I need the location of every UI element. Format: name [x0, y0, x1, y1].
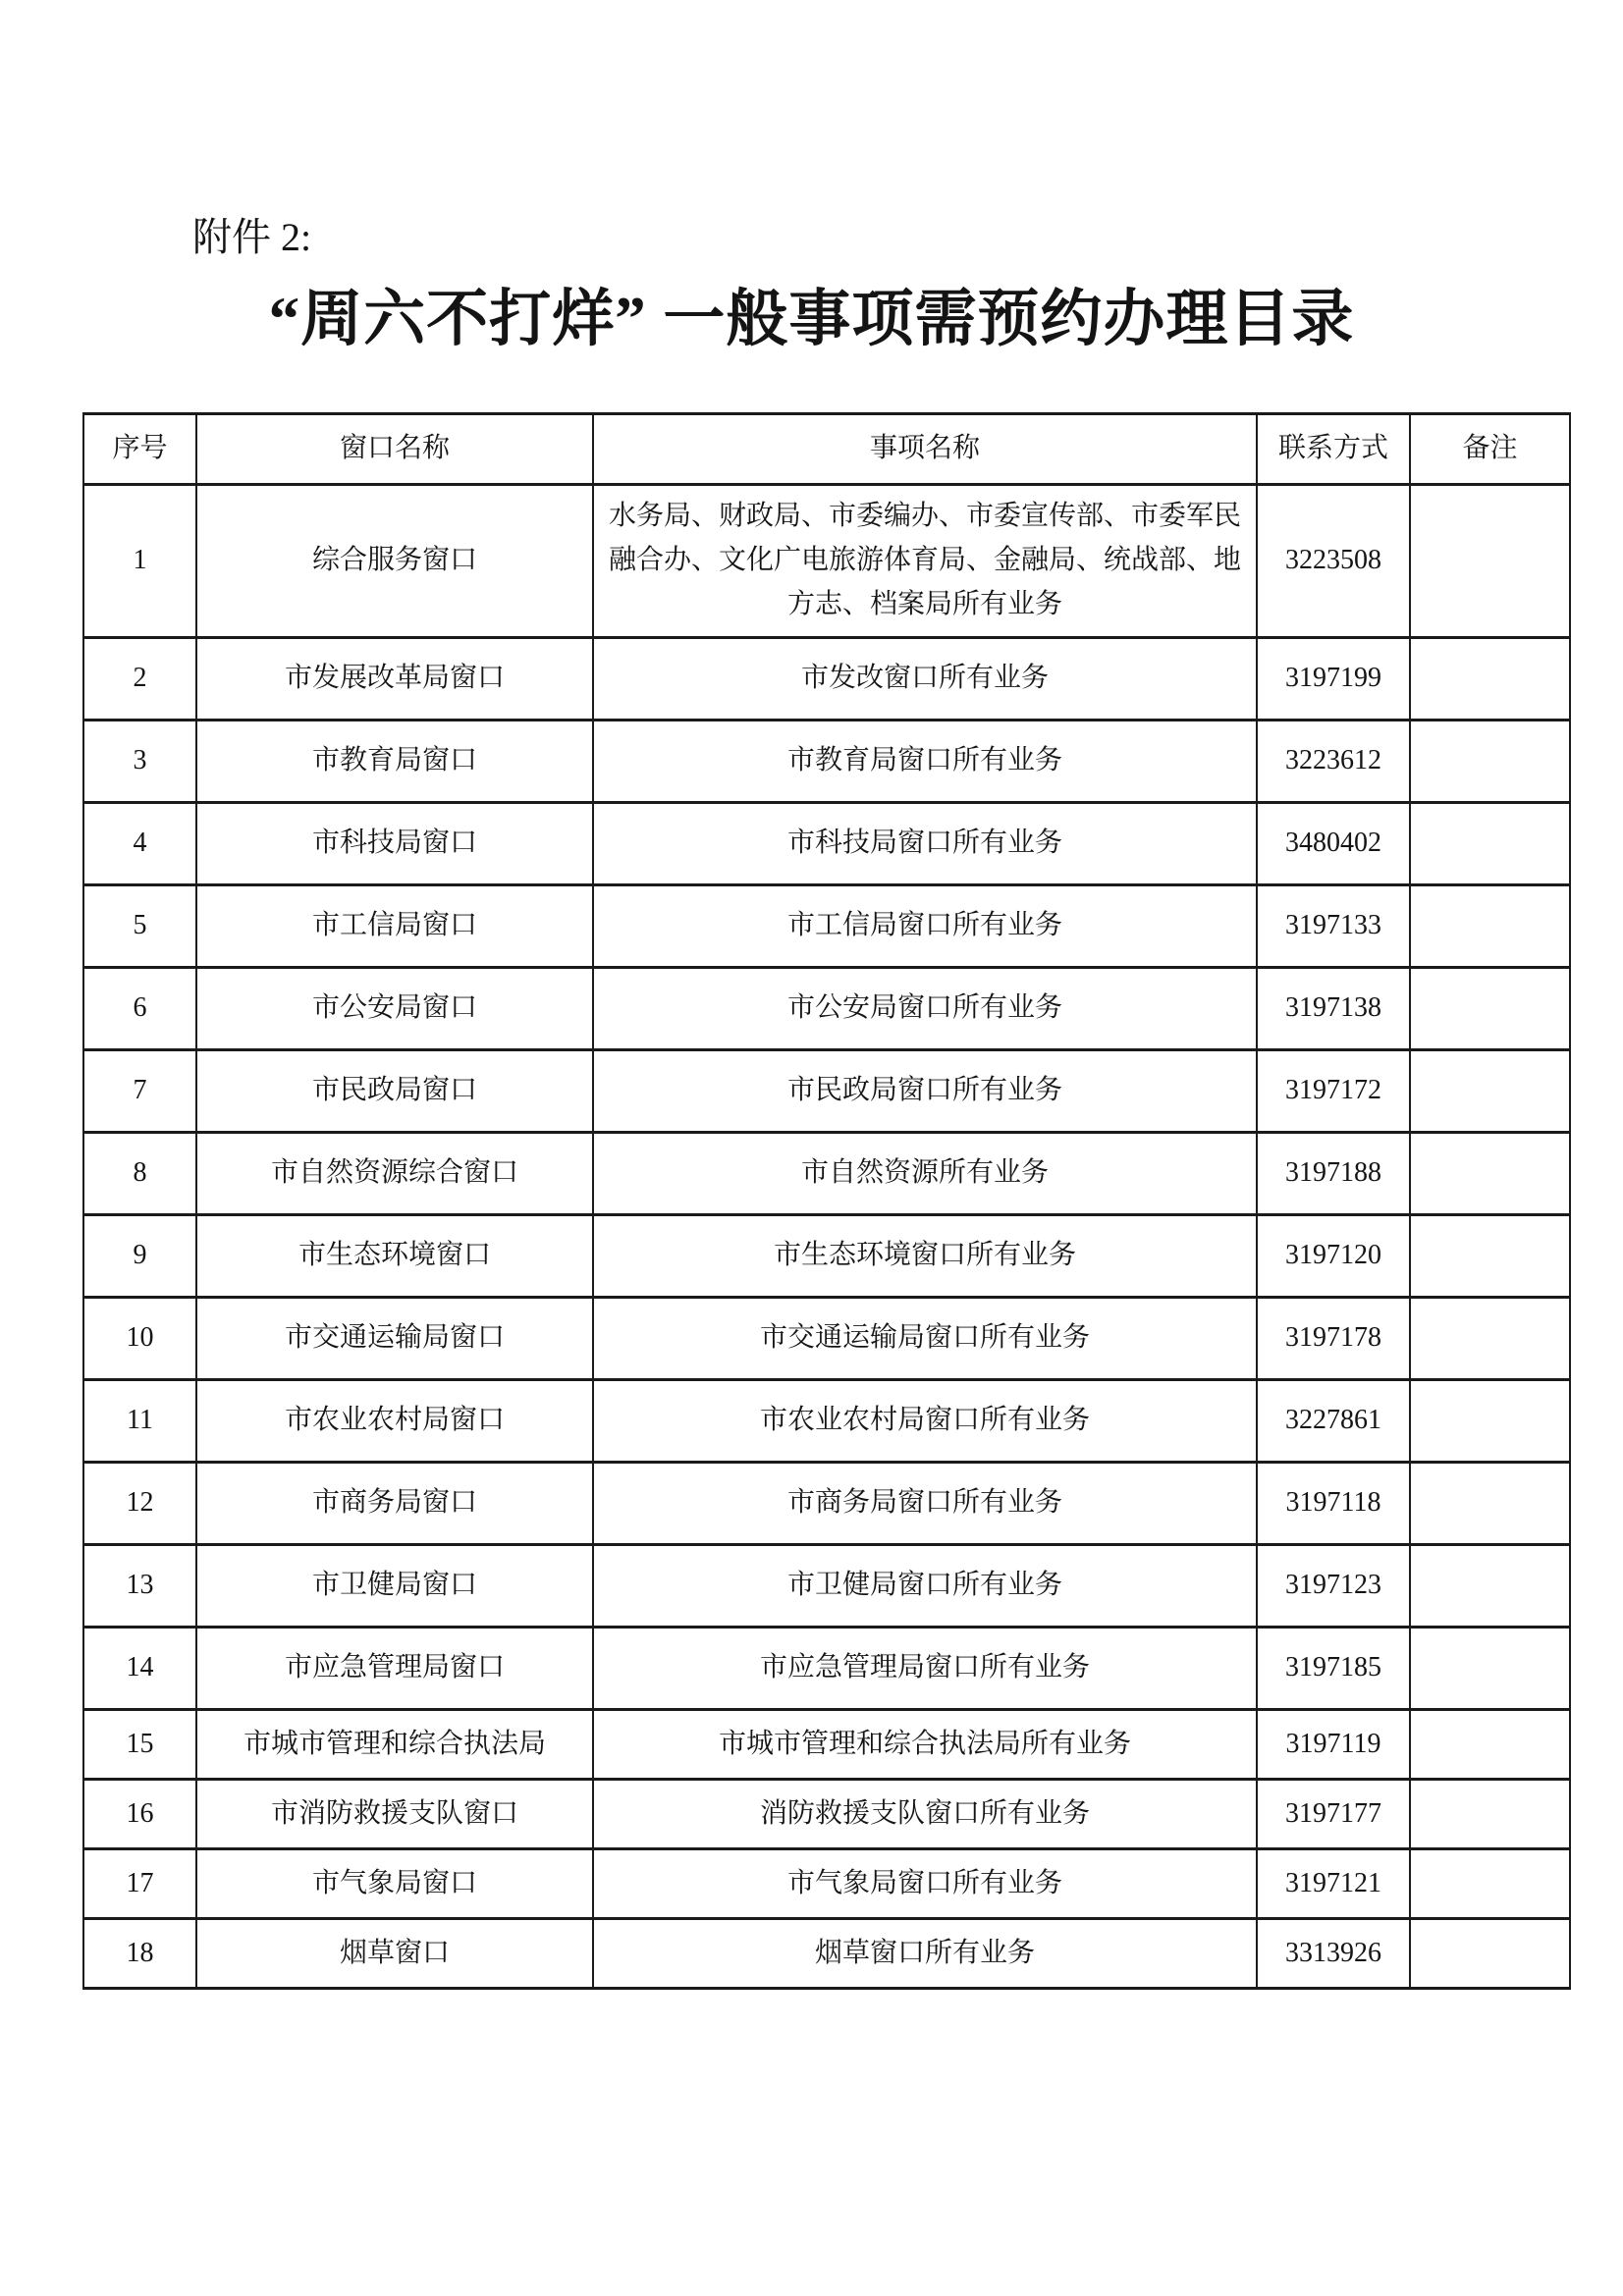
table-row — [83, 1849, 1570, 1919]
column-header-contact: 联系方式 — [1257, 414, 1410, 485]
table-body — [83, 485, 1570, 1989]
cell-contact: 3197138 — [1257, 968, 1410, 1050]
cell-remark — [1410, 1849, 1570, 1919]
table-header-row — [83, 414, 1570, 485]
cell-window: 烟草窗口 — [196, 1919, 593, 1989]
cell-contact: 3223612 — [1257, 721, 1410, 803]
cell-contact: 3223508 — [1257, 485, 1410, 638]
table-row — [83, 1919, 1570, 1989]
table-row — [83, 885, 1570, 968]
cell-no: 7 — [83, 1050, 196, 1133]
cell-no: 15 — [83, 1710, 196, 1780]
cell-remark — [1410, 1380, 1570, 1463]
cell-remark — [1410, 1298, 1570, 1380]
cell-remark — [1410, 1545, 1570, 1628]
cell-item: 市应急管理局窗口所有业务 — [593, 1628, 1257, 1710]
table-row — [83, 1463, 1570, 1545]
cell-item: 市科技局窗口所有业务 — [593, 803, 1257, 885]
cell-contact: 3197177 — [1257, 1780, 1410, 1849]
cell-window: 市民政局窗口 — [196, 1050, 593, 1133]
table-row — [83, 968, 1570, 1050]
cell-item: 市民政局窗口所有业务 — [593, 1050, 1257, 1133]
cell-contact: 3313926 — [1257, 1919, 1410, 1989]
cell-window: 市农业农村局窗口 — [196, 1380, 593, 1463]
cell-no: 5 — [83, 885, 196, 968]
cell-remark — [1410, 721, 1570, 803]
cell-contact: 3197118 — [1257, 1463, 1410, 1545]
cell-window: 市卫健局窗口 — [196, 1545, 593, 1628]
table-row — [83, 485, 1570, 638]
cell-remark — [1410, 1050, 1570, 1133]
cell-no: 3 — [83, 721, 196, 803]
cell-remark — [1410, 1710, 1570, 1780]
cell-item: 水务局、财政局、市委编办、市委宣传部、市委军民融合办、文化广电旅游体育局、金融局、统战部、地方志、档案局所有业务 — [593, 485, 1257, 638]
cell-remark — [1410, 1628, 1570, 1710]
cell-contact: 3197178 — [1257, 1298, 1410, 1380]
cell-window: 市应急管理局窗口 — [196, 1628, 593, 1710]
cell-window: 综合服务窗口 — [196, 485, 593, 638]
cell-remark — [1410, 638, 1570, 721]
column-header-remark: 备注 — [1410, 414, 1570, 485]
catalog-table — [82, 412, 1571, 1990]
cell-no: 4 — [83, 803, 196, 885]
table-row — [83, 1545, 1570, 1628]
cell-contact: 3197185 — [1257, 1628, 1410, 1710]
attachment-label: 附件 2: — [192, 215, 312, 259]
table-row — [83, 1133, 1570, 1215]
cell-remark — [1410, 485, 1570, 638]
cell-item: 市卫健局窗口所有业务 — [593, 1545, 1257, 1628]
table-row — [83, 803, 1570, 885]
cell-contact: 3197188 — [1257, 1133, 1410, 1215]
cell-no: 12 — [83, 1463, 196, 1545]
cell-contact: 3197123 — [1257, 1545, 1410, 1628]
cell-remark — [1410, 1215, 1570, 1298]
column-header-no: 序号 — [83, 414, 196, 485]
cell-no: 2 — [83, 638, 196, 721]
cell-item: 市教育局窗口所有业务 — [593, 721, 1257, 803]
table-row — [83, 638, 1570, 721]
table-row — [83, 721, 1570, 803]
cell-window: 市城市管理和综合执法局 — [196, 1710, 593, 1780]
cell-item: 市气象局窗口所有业务 — [593, 1849, 1257, 1919]
column-header-item: 事项名称 — [593, 414, 1257, 485]
table-row — [83, 1215, 1570, 1298]
cell-window: 市公安局窗口 — [196, 968, 593, 1050]
table-row — [83, 1628, 1570, 1710]
column-header-window: 窗口名称 — [196, 414, 593, 485]
cell-contact: 3197172 — [1257, 1050, 1410, 1133]
cell-item: 市交通运输局窗口所有业务 — [593, 1298, 1257, 1380]
table-row — [83, 1780, 1570, 1849]
cell-no: 18 — [83, 1919, 196, 1989]
cell-no: 11 — [83, 1380, 196, 1463]
cell-contact: 3197133 — [1257, 885, 1410, 968]
cell-item: 市自然资源所有业务 — [593, 1133, 1257, 1215]
cell-remark — [1410, 1463, 1570, 1545]
cell-item: 市发改窗口所有业务 — [593, 638, 1257, 721]
cell-window: 市商务局窗口 — [196, 1463, 593, 1545]
cell-no: 13 — [83, 1545, 196, 1628]
cell-window: 市科技局窗口 — [196, 803, 593, 885]
cell-contact: 3197119 — [1257, 1710, 1410, 1780]
cell-no: 14 — [83, 1628, 196, 1710]
cell-item: 市生态环境窗口所有业务 — [593, 1215, 1257, 1298]
table-row — [83, 1298, 1570, 1380]
cell-remark — [1410, 1780, 1570, 1849]
cell-contact: 3197120 — [1257, 1215, 1410, 1298]
cell-no: 6 — [83, 968, 196, 1050]
cell-window: 市生态环境窗口 — [196, 1215, 593, 1298]
cell-contact: 3197199 — [1257, 638, 1410, 721]
cell-no: 8 — [83, 1133, 196, 1215]
cell-remark — [1410, 885, 1570, 968]
cell-window: 市消防救援支队窗口 — [196, 1780, 593, 1849]
cell-no: 10 — [83, 1298, 196, 1380]
cell-window: 市交通运输局窗口 — [196, 1298, 593, 1380]
cell-window: 市工信局窗口 — [196, 885, 593, 968]
cell-no: 9 — [83, 1215, 196, 1298]
cell-item: 市工信局窗口所有业务 — [593, 885, 1257, 968]
table-row — [83, 1710, 1570, 1780]
cell-window: 市自然资源综合窗口 — [196, 1133, 593, 1215]
cell-contact: 3227861 — [1257, 1380, 1410, 1463]
cell-item: 消防救援支队窗口所有业务 — [593, 1780, 1257, 1849]
cell-no: 16 — [83, 1780, 196, 1849]
cell-item: 市农业农村局窗口所有业务 — [593, 1380, 1257, 1463]
cell-item: 市商务局窗口所有业务 — [593, 1463, 1257, 1545]
page-title: “周六不打烊” 一般事项需预约办理目录 — [268, 285, 1355, 353]
cell-window: 市教育局窗口 — [196, 721, 593, 803]
cell-remark — [1410, 803, 1570, 885]
table-row — [83, 1050, 1570, 1133]
cell-contact: 3197121 — [1257, 1849, 1410, 1919]
cell-remark — [1410, 1919, 1570, 1989]
table-row — [83, 1380, 1570, 1463]
cell-window: 市气象局窗口 — [196, 1849, 593, 1919]
cell-window: 市发展改革局窗口 — [196, 638, 593, 721]
cell-remark — [1410, 968, 1570, 1050]
cell-contact: 3480402 — [1257, 803, 1410, 885]
cell-item: 烟草窗口所有业务 — [593, 1919, 1257, 1989]
cell-no: 17 — [83, 1849, 196, 1919]
cell-item: 市城市管理和综合执法局所有业务 — [593, 1710, 1257, 1780]
cell-item: 市公安局窗口所有业务 — [593, 968, 1257, 1050]
cell-no: 1 — [83, 485, 196, 638]
cell-remark — [1410, 1133, 1570, 1215]
